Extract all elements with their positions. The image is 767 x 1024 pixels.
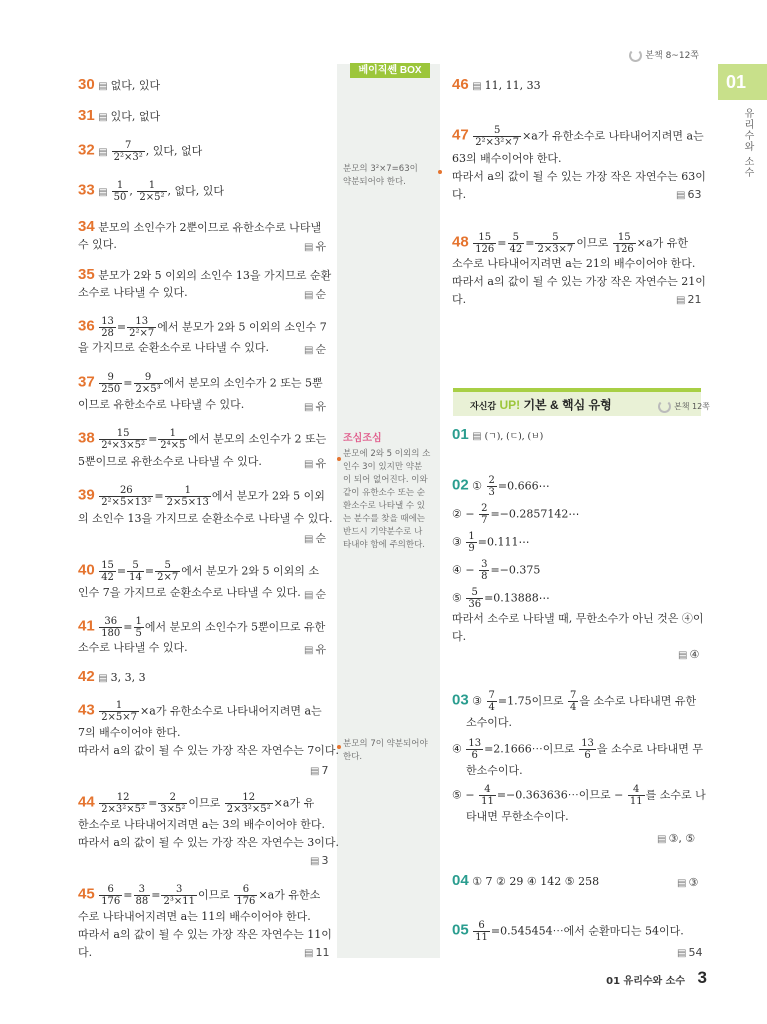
solution-text: 이므로	[197, 888, 230, 902]
note-line: 인수 3이 있지만 약분	[343, 462, 423, 472]
note-line: 같이 유한소수 또는 순	[343, 488, 426, 498]
solution-text: 에서 분모가 2와 5 이외의 소인수 7	[157, 320, 327, 334]
problem-number: 31	[78, 107, 95, 124]
fraction: $\frac{1}{\text{2×5²}}$	[139, 180, 165, 203]
problem-number: 04	[452, 872, 469, 889]
fraction: $\frac{4}{11}$	[629, 784, 643, 807]
problem-33: 33 ▤ $\frac{1}{50}$ , $\frac{1}{\text{2×5²}}$ , 없다, 있다	[78, 180, 224, 203]
answer-badge: ▤ 순	[304, 586, 326, 602]
answer-badge: ▤ 11	[304, 946, 329, 959]
sidebar-note-1	[343, 163, 418, 189]
answer-badge: ▤ 54	[677, 946, 702, 959]
answer-badge: ▤ 순	[304, 341, 326, 357]
fraction: $\frac{13}{28}$	[101, 316, 114, 339]
fraction: $\frac{5}{\text{2²×3²×7}}$	[475, 125, 520, 148]
solution-text: ×a가 유한소수로 나타내어지려면 a는	[522, 129, 704, 143]
fraction: $\frac{2}{7}$	[481, 503, 488, 526]
answer-icon: ▤	[472, 81, 482, 92]
fraction: $\frac{12}{\text{2×3²×5²}}$	[226, 792, 271, 815]
fraction: $\frac{1}{50}$	[113, 180, 127, 203]
answer-icon: ▤	[98, 186, 108, 198]
fraction: $\frac{3}{\text{2³×11}}$	[163, 884, 195, 907]
note-line: 한다.	[343, 752, 363, 762]
fraction: $\frac{15}{126}$	[614, 232, 634, 255]
banner-ref-text: 본책 12쪽	[674, 402, 710, 411]
refresh-icon	[658, 400, 671, 413]
fraction: $\frac{9}{250}$	[101, 372, 121, 395]
problem-05	[452, 920, 684, 943]
problem-number: 45	[78, 885, 95, 903]
solution-text: 따라서 a의 값이 될 수 있는 가장 작은 자연수는 7이다.	[78, 744, 340, 757]
problem-number: 41	[78, 617, 95, 635]
problem-03: 03 ③ $\frac{7}{4}$ =1.75이므로 $\frac{7}{4}$ 을 소수로 나타내면 유한	[452, 690, 697, 713]
chapter-tab	[718, 64, 767, 100]
answer-badge: ▤ 순	[304, 286, 326, 302]
problem-44: 44 $\frac{12}{\text{2×3²×5²}}$ = $\frac{2}{\text{3×5²}}$ 이므로 $\frac{12}{\text{2×3²×5²}}$ ×a가 유	[78, 792, 315, 815]
fraction: $\frac{13}{6}$	[581, 738, 594, 761]
answer-badge: ▤ ③, ⑤	[657, 832, 695, 845]
solution-text: ×a가 유한소	[258, 888, 321, 902]
solution-text: 에서 분모가 2와 5 이외의 소	[181, 564, 319, 578]
answer-text: , 있다, 없다	[145, 144, 203, 158]
section-title	[470, 396, 612, 413]
fraction: $\frac{5}{36}$	[468, 587, 482, 610]
fraction: $\frac{36}{180}$	[101, 616, 121, 639]
fraction: $\frac{5}{2\times 7}$	[157, 560, 179, 583]
banner-up: UP!	[499, 398, 521, 412]
solution-text: 63의 배수이어야 한다.	[452, 152, 562, 165]
solution-text: 다.	[452, 630, 467, 643]
solution-text: =0.666⋯	[497, 479, 550, 493]
problem-02: 02 ① $\frac{2}{3}$ =0.666⋯	[452, 475, 550, 498]
solution-text: 다.	[452, 293, 467, 306]
problem-number: 35	[78, 266, 95, 283]
answer-icon: ▤	[98, 81, 108, 92]
fraction: $\frac{1}{9}$	[468, 531, 475, 554]
problem-number: 37	[78, 373, 95, 391]
solution-text: =−0.363636⋯이므로	[496, 788, 611, 802]
solution-text: 에서 분모의 소인수가 2 또는	[188, 432, 327, 446]
problem-04	[452, 874, 599, 889]
problem-41: 41 $\frac{36}{180}$ = $\frac{1}{5}$ 에서 분모의 소인수가 5뿐이므로 유한	[78, 616, 326, 639]
page-number: 3	[697, 968, 707, 987]
refresh-icon	[629, 49, 642, 62]
answer-icon: ▤	[98, 112, 108, 123]
fraction: $\frac{13}{6}$	[468, 738, 482, 761]
solution-text: 한소수로 나타내어지려면 a는 3의 배수이어야 한다.	[78, 818, 326, 831]
solution-text: 수로 나타내어지려면 a는 11의 배수이어야 한다.	[78, 910, 311, 923]
problem-03-item-5: ⑤ − $\frac{4}{11}$ =−0.363636⋯이므로 − $\frac{4}{11}$ 를 소수로 나	[452, 784, 706, 807]
fraction: $\frac{12}{\text{2×3²×5²}}$	[101, 792, 146, 815]
fraction: $\frac{7}{4}$	[488, 690, 495, 713]
answer-badge: ▤ ③	[677, 876, 698, 889]
problem-number: 40	[78, 561, 95, 579]
solution-text: 소수이다.	[466, 716, 513, 729]
problem-36: 36 $\frac{13}{28}$ = $\frac{13}{\text{2²×7}}$ 에서 분모가 2와 5 이외의 소인수 7	[78, 316, 327, 339]
note-line: 분모에 2와 5 이외의 소	[343, 449, 431, 459]
problem-02-item-4: ④ − $\frac{3}{8}$ =−0.375	[452, 559, 541, 582]
fraction: $\frac{6}{176}$	[236, 884, 256, 907]
solution-text: 소수로 나타낼 수 있다.	[78, 286, 188, 299]
problem-01	[452, 428, 543, 444]
answer-icon: ▤	[472, 431, 482, 442]
solution-text: 를 소수로 나	[645, 788, 706, 802]
answer-badge: ▤ 21	[676, 293, 701, 306]
solution-text: 에서 분모의 소인수가 2 또는 5뿐	[163, 376, 323, 390]
problem-number: 34	[78, 218, 95, 235]
fraction: $\frac{5}{14}$	[129, 560, 142, 583]
banner-reference	[658, 400, 710, 413]
note-dot	[438, 170, 442, 174]
chapter-number: 01	[726, 72, 747, 92]
problem-48: 48 $\frac{15}{126}$ = $\frac{5}{42}$ = $\frac{5}{2\times 3\times 7}$ 이므로 $\frac{15}{126}$ ×a가 유한	[452, 232, 688, 255]
answer-text: 3, 3, 3	[110, 671, 146, 684]
solution-text: 따라서 a의 값이 될 수 있는 가장 작은 자연수는 63이	[452, 170, 706, 183]
fraction: $\frac{2}{\text{3×5²}}$	[160, 792, 186, 815]
fraction: $\frac{1}{2\times 5\times 7}$	[101, 700, 138, 723]
solution-text: 이므로	[576, 236, 609, 250]
problem-number: 30	[78, 76, 95, 93]
fraction: $\frac{3}{8}$	[481, 559, 488, 582]
problem-37: 37 $\frac{9}{250}$ = $\frac{9}{\text{2×5³}}$ 에서 분모의 소인수가 2 또는 5뿐	[78, 372, 323, 395]
solution-text: 소수로 나타내어지려면 a는 21의 배수이어야 한다.	[452, 257, 696, 270]
fraction: $\frac{13}{\text{2²×7}}$	[129, 316, 155, 339]
answer-text: (ㄱ), (ㄷ), (ㅂ)	[484, 432, 544, 442]
solution-text: 을 소수로 나타내면 유한	[579, 694, 697, 708]
solution-text: 따라서 a의 값이 될 수 있는 가장 작은 자연수는 3이다.	[78, 836, 340, 849]
answer-icon: ▤	[98, 673, 108, 684]
fraction: $\frac{5}{2\times 3\times 7}$	[537, 232, 574, 255]
solution-text: 한소수이다.	[466, 764, 523, 777]
answer-badge: ▤ 유	[304, 398, 326, 414]
fraction: $\frac{3}{88}$	[135, 884, 149, 907]
solution-text: 을 가지므로 순환소수로 나타낼 수 있다.	[78, 341, 269, 354]
answer-badge: ▤ 순	[304, 530, 326, 546]
answer-text: 11, 11, 33	[484, 79, 541, 92]
problem-39: 39 $\frac{26}{\text{2²×5×13²}}$ = $\frac{1}{2\times 5\times 13}$ 에서 분모가 2와 5 이외	[78, 485, 325, 508]
solution-text: ×a가 유한소수로 나타내어지려면 a는	[140, 704, 322, 718]
note-line: 는 분수를 찾을 때에는	[343, 514, 426, 524]
fraction: $\frac{5}{42}$	[509, 232, 523, 255]
solution-text: 수 있다.	[78, 238, 117, 251]
problem-45: 45 $\frac{6}{176}$ = $\frac{3}{88}$ = $\frac{3}{\text{2³×11}}$ 이므로 $\frac{6}{176}$ ×a가 유한소	[78, 884, 321, 907]
answer-icon: ▤	[98, 146, 108, 158]
fraction: $\frac{15}{42}$	[101, 560, 114, 583]
problem-34	[78, 220, 321, 235]
solution-text: 타내면 무한소수이다.	[466, 810, 569, 823]
solution-text: =−0.2857142⋯	[490, 507, 580, 521]
solution-text: ×a가 유	[273, 796, 315, 810]
problem-43	[78, 700, 322, 723]
problem-number: 47	[452, 126, 469, 144]
sidebar-title: 베이직쎈 BOX	[350, 63, 430, 78]
solution-text: 따라서 a의 값이 될 수 있는 가장 작은 자연수는 21이	[452, 275, 706, 288]
solution-text: =2.1666⋯이므로	[484, 742, 575, 756]
problem-02-item-2: ② − $\frac{2}{7}$ =−0.2857142⋯	[452, 503, 580, 526]
textbook-reference	[629, 48, 699, 62]
answer-badge: ▤ 3	[310, 854, 328, 867]
solution-text: 인수 7을 가지므로 순환소수로 나타낼 수 있다.	[78, 586, 301, 599]
fraction: $\frac{26}{\text{2²×5×13²}}$	[101, 485, 152, 508]
problem-number: 39	[78, 486, 95, 504]
solution-text: 5뿐이므로 유한소수로 나타낼 수 있다.	[78, 455, 262, 468]
solution-text: 따라서 a의 값이 될 수 있는 가장 작은 자연수는 11이	[78, 928, 332, 941]
fraction: $\frac{15}{\text{2⁴×3×5²}}$	[101, 428, 146, 451]
problem-number: 42	[78, 668, 95, 685]
solution-text: 분모가 2와 5 이외의 소인수 13을 가지므로 순환	[98, 269, 332, 282]
solution-text: 을 소수로 나타내면 무	[596, 742, 704, 756]
problem-number: 32	[78, 141, 95, 159]
answer-badge: ▤ 유	[304, 238, 326, 254]
problem-40: 40 $\frac{15}{42}$ = $\frac{5}{14}$ = $\frac{5}{2\times 7}$ 에서 분모가 2와 5 이외의 소	[78, 560, 319, 583]
footer-chapter: 01 유리수와 소수	[606, 976, 685, 987]
answer-badge: ▤ 63	[676, 188, 701, 201]
note-dot	[337, 457, 341, 461]
answer-text: , 없다, 있다	[167, 184, 224, 198]
problem-number: 05	[452, 921, 469, 939]
sidebar-note-3	[343, 738, 428, 764]
problem-number: 38	[78, 429, 95, 447]
answer-badge: ▤ 유	[304, 455, 326, 471]
solution-text: ① 7 ② 29 ④ 142 ⑤ 258	[472, 875, 600, 888]
problem-35	[78, 268, 331, 283]
solution-text: =1.75이므로	[497, 694, 564, 708]
fraction: $\frac{2}{3}$	[488, 475, 495, 498]
reference-text: 본책 8~12쪽	[645, 51, 699, 61]
solution-text: 소수로 나타낼 수 있다.	[78, 641, 188, 654]
solution-text: 분모의 소인수가 2뿐이므로 유한소수로 나타낼	[98, 221, 322, 234]
solution-text: 다.	[452, 188, 467, 201]
answer-text: 없다, 있다	[110, 79, 161, 92]
problem-42	[78, 670, 146, 686]
answer-badge: ▤ 7	[310, 764, 328, 777]
problem-number: 33	[78, 181, 95, 199]
solution-text: 7의 배수이어야 한다.	[78, 726, 181, 739]
problem-02-item-3: ③ $\frac{1}{9}$ =0.111⋯	[452, 531, 530, 554]
note-line: 반드시 기약분수로 나	[343, 527, 423, 537]
fraction: $\frac{1}{\text{2⁴×5}}$	[160, 428, 186, 451]
answer-badge: ▤ ④	[678, 648, 699, 661]
solution-text: 따라서 소수로 나타낼 때, 무한소수가 아닌 것은 ④이	[452, 612, 704, 625]
fraction: $\frac{15}{126}$	[475, 232, 495, 255]
problem-03-item-4: ④ $\frac{13}{6}$ =2.1666⋯이므로 $\frac{13}{6}$ 을 소수로 나타내면 무	[452, 738, 704, 761]
solution-text: =0.13888⋯	[484, 591, 550, 605]
problem-number: 46	[452, 76, 469, 93]
solution-text: 이므로	[188, 796, 221, 810]
fraction: $\frac{7}{4}$	[570, 690, 577, 713]
solution-text: =−0.375	[490, 563, 541, 577]
fraction: $\frac{1}{5}$	[135, 616, 142, 639]
problem-number: 43	[78, 701, 95, 719]
problem-32	[78, 140, 202, 163]
fraction: $\frac{6}{11}$	[475, 920, 488, 943]
problem-31	[78, 109, 160, 125]
note-line: 분모의 7이 약분되어야	[343, 739, 428, 749]
banner-prefix: 자신감	[470, 401, 497, 411]
problem-38: 38 $\frac{15}{\text{2⁴×3×5²}}$ = $\frac{1}{\text{2⁴×5}}$ 에서 분모의 소인수가 2 또는	[78, 428, 327, 451]
note-line: 환소수로 나타낼 수 있	[343, 501, 426, 511]
problem-number: 36	[78, 317, 95, 335]
solution-text: 다.	[78, 946, 93, 959]
problem-number: 03	[452, 691, 469, 709]
solution-text: 이므로 유한소수로 나타낼 수 있다.	[78, 398, 245, 411]
problem-number: 48	[452, 233, 469, 251]
sidebar-note-2	[343, 448, 430, 552]
problem-number: 01	[452, 426, 469, 443]
fraction: $\frac{1}{2\times 5\times 13}$	[166, 485, 209, 508]
solution-text: ×a가 유한	[636, 236, 688, 250]
problem-02-item-5: ⑤ $\frac{5}{36}$ =0.13888⋯	[452, 587, 550, 610]
problem-30	[78, 78, 160, 94]
solution-text: =0.545454⋯에서 순환마디는 54이다.	[490, 924, 684, 938]
fraction: $\frac{7}{\text{2²×3²}}$	[113, 140, 143, 163]
answer-badge: ▤ 유	[304, 641, 326, 657]
solution-text: 의 소인수 13을 가지므로 순환소수로 나타낼 수 있다.	[78, 512, 333, 525]
problem-number: 02	[452, 476, 469, 494]
banner-title: 기본 & 핵심 유형	[523, 398, 612, 412]
fraction: $\frac{4}{11}$	[481, 784, 494, 807]
solution-text: 에서 분모의 소인수가 5뿐이므로 유한	[144, 620, 326, 634]
fraction: $\frac{6}{176}$	[101, 884, 121, 907]
note-line: 이 되어 없어진다. 이와	[343, 475, 428, 485]
solution-text: 에서 분모가 2와 5 이외	[211, 489, 325, 503]
answer-text: 있다, 없다	[110, 110, 161, 123]
note-line: 분모의 3²×7=63이	[343, 164, 418, 174]
problem-46	[452, 78, 541, 94]
solution-text: =0.111⋯	[477, 535, 530, 549]
problem-47	[452, 125, 704, 148]
note-line: 타내야 함에 주의한다.	[343, 540, 426, 550]
problem-number: 44	[78, 793, 95, 811]
fraction: $\frac{9}{\text{2×5³}}$	[135, 372, 161, 395]
caution-title: 조심조심	[343, 433, 382, 444]
note-line: 약분되어야 한다.	[343, 177, 406, 187]
chapter-title-vertical: 유리수와 소수	[742, 108, 753, 179]
